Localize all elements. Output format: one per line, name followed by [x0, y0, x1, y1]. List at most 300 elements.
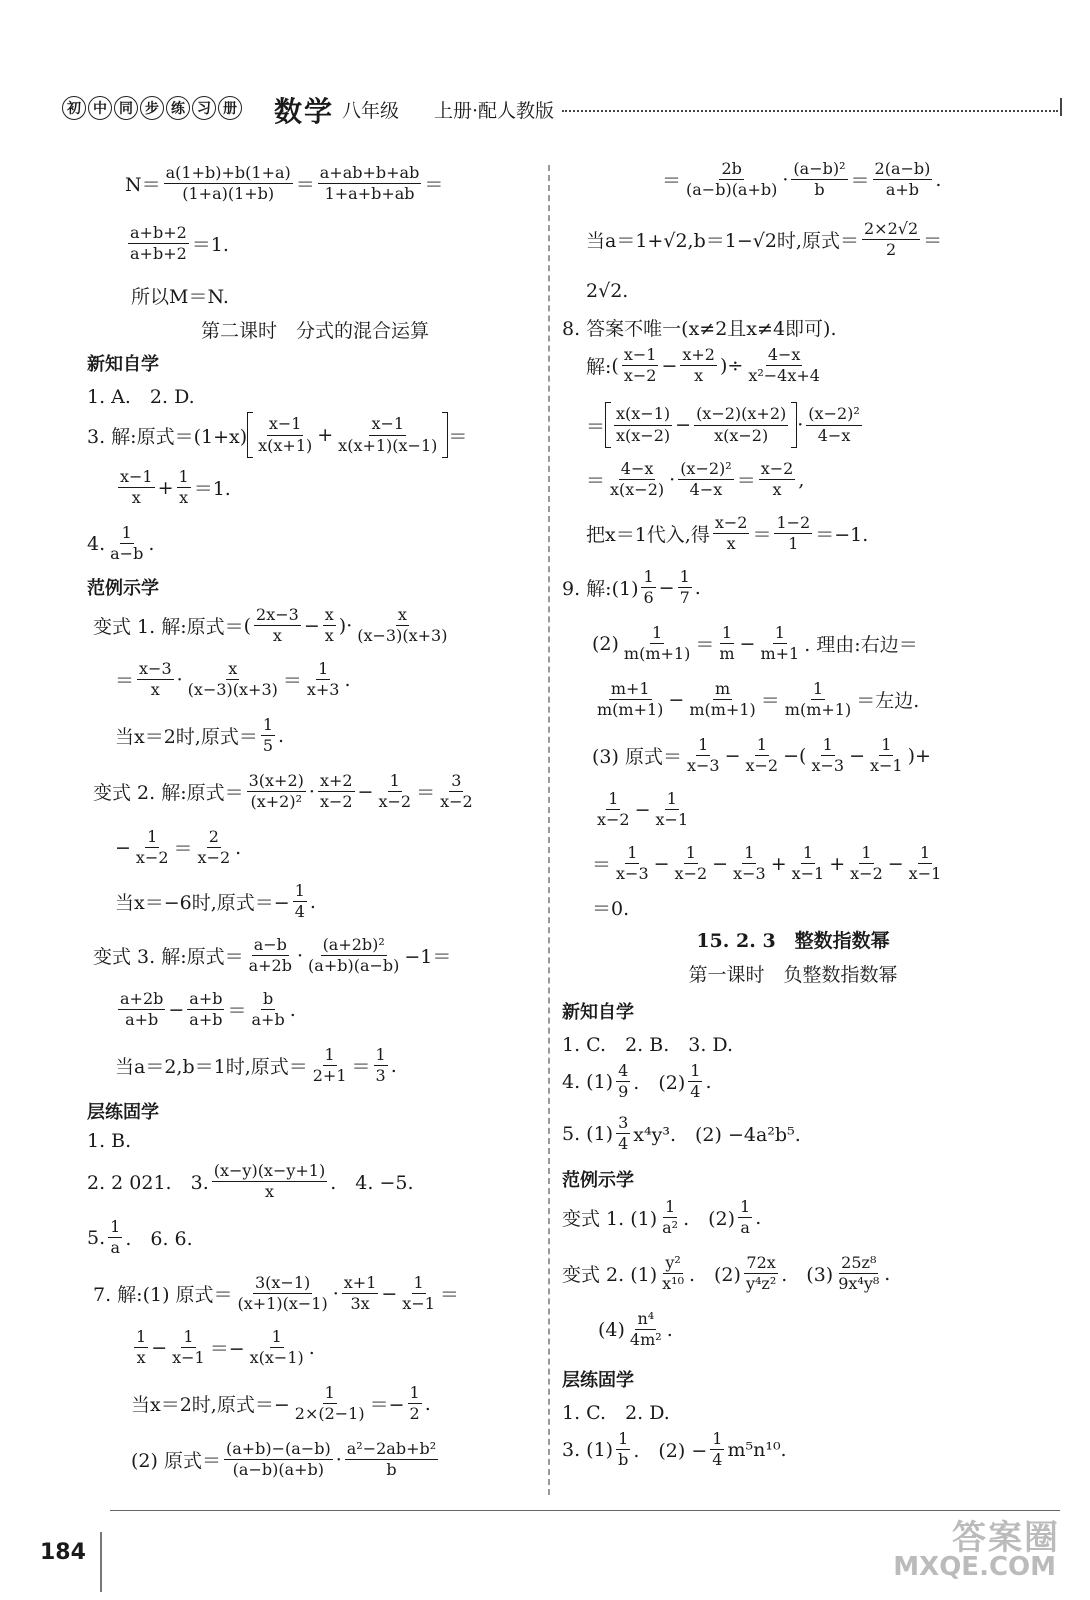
text: . (2) — [633, 1072, 686, 1095]
fraction — [293, 1384, 367, 1424]
fraction — [731, 844, 768, 884]
denominator: 2 — [409, 1404, 420, 1424]
text: 第二课时 分式的混合运算 — [200, 320, 429, 342]
fraction — [187, 990, 224, 1030]
numerator: x+1 — [342, 1274, 379, 1294]
fraction — [164, 164, 293, 204]
text: ＝ — [752, 524, 772, 547]
denominator: 4 — [294, 902, 305, 922]
numerator: 3(x+2) — [247, 772, 306, 792]
numerator: x−3 — [137, 660, 174, 680]
numerator: 1 — [710, 1430, 724, 1450]
text: ＝ — [448, 425, 468, 448]
answer-line — [592, 844, 946, 884]
numerator: m — [713, 680, 732, 700]
fraction — [641, 568, 655, 608]
numerator: n⁴ — [635, 1310, 656, 1330]
fraction — [791, 160, 847, 200]
numerator: 1 — [606, 790, 620, 810]
fraction — [614, 844, 651, 884]
fraction — [137, 660, 174, 700]
text: . — [390, 1054, 397, 1077]
fraction — [687, 680, 757, 720]
answer-line: 1. C. 2. B. 3. D. — [562, 1034, 734, 1056]
section-heading: 层练固学 — [562, 1370, 634, 1391]
fraction — [247, 772, 306, 812]
denominator: x−1 — [791, 864, 825, 884]
answer-line — [87, 524, 154, 564]
left-column — [87, 150, 535, 1510]
text: − — [668, 688, 685, 711]
denominator: x — [726, 534, 736, 554]
answer-line — [592, 624, 918, 664]
numerator: 1−2 — [774, 514, 812, 534]
text: − — [653, 852, 670, 875]
denominator: a−b — [110, 544, 144, 564]
numerator: 1 — [918, 844, 932, 864]
denominator: x(x+1) — [258, 435, 313, 455]
denominator: x²−4x+4 — [748, 366, 820, 386]
text: 4. (1) — [562, 1070, 614, 1093]
text: ＝ — [173, 838, 193, 861]
numerator: 1 — [859, 844, 873, 864]
fraction — [345, 1440, 438, 1480]
numerator: a²−2ab+b² — [345, 1440, 438, 1460]
numerator: x−1 — [118, 468, 155, 488]
numerator: 4 — [616, 1062, 630, 1082]
denominator: x−3 — [811, 756, 845, 776]
text: ＝ — [439, 1284, 459, 1307]
fraction — [862, 220, 920, 260]
fraction — [595, 680, 665, 720]
fraction — [680, 346, 717, 386]
text: · — [669, 468, 676, 491]
binding-spiral — [100, 1532, 114, 1592]
text: 变式 2. 解:原式＝ — [93, 782, 244, 805]
text: ＝ — [227, 1000, 247, 1023]
numerator: a+2b — [118, 990, 165, 1010]
numerator: 2×2√2 — [862, 220, 920, 240]
denominator: 4 — [712, 1450, 723, 1470]
denominator: x−2 — [319, 792, 353, 812]
fraction — [336, 415, 439, 455]
numerator: 4−x — [619, 460, 656, 480]
fraction — [438, 772, 475, 812]
denominator: 9 — [618, 1082, 629, 1102]
series-badges — [62, 96, 244, 120]
answer-line: 1. C. 2. D. — [562, 1402, 670, 1424]
text: − — [739, 632, 756, 655]
fraction — [374, 1046, 388, 1086]
numerator: x−1 — [267, 415, 304, 435]
numerator: x — [396, 606, 409, 626]
denominator: x−1 — [869, 756, 903, 776]
grade-label: 八年级 — [342, 100, 400, 122]
text: ＝ — [282, 670, 302, 693]
text: . — [235, 836, 242, 859]
fraction — [744, 1254, 778, 1294]
numerator: 1 — [316, 660, 330, 680]
text: (2) 原式＝ — [131, 1450, 221, 1473]
text: ＝ — [586, 470, 606, 493]
answer-line — [562, 1254, 890, 1294]
section-heading: 范例示学 — [87, 578, 159, 599]
text: . (2) − — [633, 1440, 708, 1463]
denominator: x−2 — [197, 848, 231, 868]
text: 当x＝2时,原式＝ — [115, 726, 258, 749]
text: · — [308, 780, 315, 803]
lesson-title — [568, 960, 1018, 987]
text: + — [915, 744, 931, 767]
denominator: (x−3)(x+3) — [357, 626, 448, 646]
denominator: m(m+1) — [597, 700, 664, 720]
text: ＝− — [209, 1338, 245, 1361]
numerator: 1 — [181, 1328, 195, 1348]
fraction — [293, 882, 307, 922]
numerator: (x−2)² — [678, 460, 734, 480]
text: − — [887, 852, 904, 875]
numerator: 1 — [412, 1274, 426, 1294]
answer-line — [131, 1440, 441, 1480]
text: ＝ — [586, 415, 606, 438]
page-number: 184 — [40, 1540, 86, 1565]
text: ＝ — [416, 782, 436, 805]
text: + — [157, 476, 174, 499]
text: ÷ — [727, 354, 744, 377]
text: 3. 解:原式＝(1+x) — [87, 425, 248, 448]
text: x⁴y³. (2) −4a²b⁵. — [633, 1124, 801, 1147]
numerator: x−1 — [622, 346, 659, 366]
denominator: 4−x — [817, 425, 851, 445]
text: − — [381, 1282, 398, 1305]
text: . — [755, 1206, 762, 1229]
text: . — [694, 576, 701, 599]
section-number-title — [568, 926, 1018, 953]
denominator: m(m+1) — [689, 700, 756, 720]
text: 当a＝2,b＝1时,原式＝ — [115, 1056, 308, 1079]
denominator: 3 — [375, 1066, 386, 1086]
fraction — [717, 624, 736, 664]
fraction — [614, 405, 672, 445]
text: . — [884, 1262, 891, 1285]
text: · — [782, 168, 789, 191]
section-heading: 新知自学 — [87, 354, 159, 375]
text: ＝ — [592, 854, 612, 877]
text: N＝ — [125, 174, 161, 197]
fraction — [694, 405, 788, 445]
text: 变式 3. 解:原式＝ — [93, 946, 244, 969]
edition-label: 上册·配人教版 — [434, 100, 555, 122]
denominator: 2 — [885, 240, 897, 260]
text: . — [344, 668, 351, 691]
numerator: x — [226, 660, 239, 680]
denominator: x — [772, 480, 782, 500]
text: . — [705, 1070, 712, 1093]
denominator: x−1 — [655, 810, 689, 830]
answer-line: ＝ $\frac{4-x}{x(x-2)}$ · $\frac{\text{(x−2)²}}{4-x}$ ＝ $\frac{x-2}{x}$ , — [586, 459, 805, 500]
denominator: x−2 — [623, 366, 657, 386]
answer-line — [125, 224, 229, 264]
numerator: 1 — [650, 624, 664, 644]
fraction — [836, 1254, 881, 1294]
text: − — [168, 998, 185, 1021]
text: − — [115, 836, 131, 859]
fraction — [744, 736, 781, 776]
denominator: x — [150, 680, 160, 700]
denominator: x−2 — [378, 792, 412, 812]
numerator: 1 — [773, 624, 787, 644]
answer-line: 解: ( $\frac{x-1}{x-2}$ − $\frac{x+2}{x}$ ) ÷ $\frac{4-x}{\text{x²−4x+4}}$ — [586, 345, 820, 386]
numerator: 1 — [811, 680, 825, 700]
fraction — [212, 1162, 328, 1202]
text: · — [176, 668, 183, 691]
denominator: (x+1)(x−1) — [237, 1294, 328, 1314]
text: · — [296, 944, 304, 967]
denominator: m — [719, 644, 735, 664]
numerator: 3(x−1) — [253, 1274, 312, 1294]
answer-line: (3) 原式＝ $\frac{1}{x-3}$ − $\frac{1}{x-2}$ − ( $\frac{1}{x-3}$ − $\frac{1}{x-1}$ ) + — [592, 735, 931, 776]
text: 5. — [87, 1226, 106, 1249]
answer-line — [115, 660, 351, 700]
numerator: y² — [663, 1254, 682, 1274]
fraction — [134, 1328, 148, 1368]
denominator: a — [740, 1218, 750, 1238]
answer-line — [586, 220, 942, 260]
text: ＝ — [923, 230, 943, 253]
text: − — [661, 354, 678, 377]
denominator: x — [264, 1182, 274, 1202]
denominator: 4 — [618, 1134, 629, 1154]
numerator: 3 — [449, 772, 463, 792]
numerator: 1 — [145, 828, 159, 848]
denominator: a+b — [251, 1010, 285, 1030]
text: − — [712, 852, 729, 875]
text: ＝− — [369, 1394, 405, 1417]
numerator: 1 — [755, 736, 769, 756]
text: − — [783, 744, 800, 767]
text: − — [675, 414, 692, 436]
numerator: 1 — [678, 568, 692, 588]
text: . — [289, 998, 296, 1021]
answer-line — [115, 828, 241, 868]
denominator: b — [386, 1460, 397, 1480]
numerator: 2 — [207, 828, 221, 848]
fraction — [907, 844, 944, 884]
denominator: (a−b)(a+b) — [686, 180, 778, 200]
text: − — [151, 1336, 168, 1359]
numerator: 1 — [120, 524, 134, 544]
denominator: x−2 — [674, 864, 708, 884]
fraction — [673, 844, 710, 884]
numerator: 3 — [616, 1114, 630, 1134]
numerator: x(x−1) — [614, 405, 672, 425]
denominator: x — [694, 366, 704, 386]
numerator: (x−2)(x+2) — [694, 405, 788, 425]
text: ＝ — [695, 634, 715, 657]
watermark-logo: 答案圈 — [952, 1518, 1060, 1558]
series-char: 步 — [140, 96, 164, 120]
answer-line: 变式 1. 解:原式＝ ( $\frac{2x-3}{x}$ − $\frac{x}{x}$ ) · $\frac{x}{(x-3)(x+3)}$ — [93, 605, 448, 646]
denominator: 2+1 — [312, 1066, 347, 1086]
numerator: 1 — [293, 882, 307, 902]
right-column — [562, 150, 1018, 1510]
denominator: 4 — [690, 1082, 701, 1102]
denominator: a+b — [885, 180, 920, 200]
fraction — [177, 468, 191, 508]
denominator: x — [272, 626, 282, 646]
numerator: 1 — [374, 1046, 388, 1066]
text: ＝ — [760, 690, 780, 713]
subject-title: 数学 — [274, 95, 335, 128]
fraction — [595, 790, 632, 830]
denominator: a+2b — [248, 956, 292, 976]
denominator: 2×(2−1) — [294, 1404, 365, 1424]
text: 变式 1. (1) — [562, 1208, 658, 1231]
text: ＝ — [424, 174, 444, 197]
lesson-title — [95, 316, 535, 343]
answer-line — [562, 1198, 761, 1238]
denominator: x(x+1)(x−1) — [338, 435, 438, 455]
answer-line — [125, 164, 443, 204]
fraction — [236, 1274, 330, 1314]
fraction — [685, 736, 722, 776]
denominator: x(x−2) — [714, 425, 769, 445]
text: ＝1. — [193, 478, 231, 501]
text: . (2) — [688, 1264, 741, 1287]
text: −1＝ — [404, 946, 452, 969]
text: 7. 解:(1) 原式＝ — [93, 1284, 233, 1307]
fraction — [247, 936, 294, 976]
numerator: 1 — [261, 716, 275, 736]
fraction — [342, 1274, 379, 1314]
numerator: x−2 — [759, 460, 796, 480]
numerator: a+ab+b+ab — [318, 164, 422, 184]
denominator: m(m+1) — [784, 700, 852, 720]
fraction — [713, 514, 750, 554]
text: m⁵n¹⁰. — [727, 1438, 787, 1461]
numerator: 2b — [719, 160, 743, 180]
fraction — [868, 736, 905, 776]
text: . — [424, 1392, 431, 1415]
denominator: m(m+1) — [623, 644, 691, 664]
numerator: (a+b)−(a−b) — [224, 1440, 333, 1460]
text: − — [634, 798, 651, 821]
answer-line — [592, 790, 693, 830]
fraction — [248, 1328, 306, 1368]
denominator: 4m² — [629, 1330, 662, 1350]
answer-line — [115, 990, 296, 1030]
text: ＝ — [736, 470, 756, 493]
fraction — [758, 624, 801, 664]
text: 第一课时 负整数指数幂 — [688, 964, 898, 986]
text: 当x＝2时,原式＝− — [131, 1394, 290, 1417]
denominator: x−1 — [172, 1348, 205, 1368]
denominator: b — [814, 180, 825, 200]
denominator: x−3 — [733, 864, 766, 884]
denominator: (a−b)(a+b) — [232, 1460, 325, 1480]
answer-line — [115, 468, 231, 508]
numerator: 2(a−b) — [873, 160, 933, 180]
numerator: 1 — [323, 1046, 337, 1066]
denominator: x¹⁰ — [662, 1274, 684, 1294]
denominator: x−1 — [402, 1294, 435, 1314]
series-char: 同 — [114, 96, 138, 120]
numerator: 1 — [108, 1218, 122, 1238]
fraction — [134, 828, 171, 868]
denominator: x−2 — [135, 848, 169, 868]
fraction — [254, 606, 301, 646]
numerator: 1 — [688, 1062, 702, 1082]
text: . — [308, 1336, 315, 1359]
numerator: 1 — [879, 736, 893, 756]
denominator: x(x−2) — [610, 480, 665, 500]
denominator: (x−3)(x+3) — [187, 680, 278, 700]
fraction — [790, 844, 827, 884]
fraction — [400, 1274, 437, 1314]
text: 9. 解:(1) — [562, 578, 639, 601]
numerator: 1 — [616, 1430, 630, 1450]
text: 解: — [586, 356, 612, 379]
text: ＝左边. — [856, 690, 920, 713]
numerator: x−2 — [713, 514, 750, 534]
numerator: 1 — [821, 736, 835, 756]
numerator: (x−y)(x−y+1) — [212, 1162, 328, 1182]
denominator: x — [179, 488, 189, 508]
column-divider — [548, 165, 550, 1495]
text: 5. (1) — [562, 1122, 614, 1145]
denominator: x — [131, 488, 141, 508]
fraction — [311, 1046, 349, 1086]
fraction — [660, 1254, 686, 1294]
text: . 理由:右边＝ — [804, 634, 918, 657]
text: . (2) — [683, 1208, 736, 1231]
denominator: a — [110, 1238, 120, 1258]
text: 15. 2. 3 整数指数幂 — [696, 930, 890, 952]
answer-line: 8. 答案不唯一(x≠2且x≠4即可). — [562, 318, 837, 340]
section-heading: 范例示学 — [562, 1170, 634, 1191]
text: . — [666, 1318, 673, 1341]
text: ＝ — [662, 170, 682, 193]
fraction — [323, 606, 336, 646]
numerator: 2x−3 — [254, 606, 301, 626]
fraction — [678, 568, 692, 608]
answer-line: 1. B. — [87, 1130, 132, 1152]
text: . 6. 6. — [125, 1228, 193, 1251]
numerator: 1 — [177, 468, 191, 488]
numerator: 1 — [270, 1328, 284, 1348]
numerator: 1 — [663, 1198, 677, 1218]
denominator: x(x−2) — [616, 425, 671, 445]
numerator: x+2 — [318, 772, 355, 792]
numerator: 1 — [665, 790, 679, 810]
numerator: 1 — [323, 1384, 337, 1404]
numerator: 4−x — [766, 346, 803, 366]
numerator: 1 — [134, 1328, 148, 1348]
answer-line — [93, 1274, 459, 1314]
numerator: (x−2)² — [806, 405, 862, 425]
denominator: x−2 — [745, 756, 779, 776]
fraction — [616, 1062, 630, 1102]
denominator: x(x−1) — [249, 1348, 304, 1368]
answer-line — [562, 568, 701, 608]
text: . 4. −5. — [330, 1172, 414, 1195]
numerator: 1 — [742, 844, 756, 864]
denominator: (x+2)² — [250, 792, 302, 812]
header-rule-end — [1060, 98, 1062, 116]
fraction — [678, 460, 734, 500]
answer-line — [586, 514, 868, 554]
text: 当a＝1+√2,b＝1−√2时,原式＝ — [586, 230, 859, 253]
